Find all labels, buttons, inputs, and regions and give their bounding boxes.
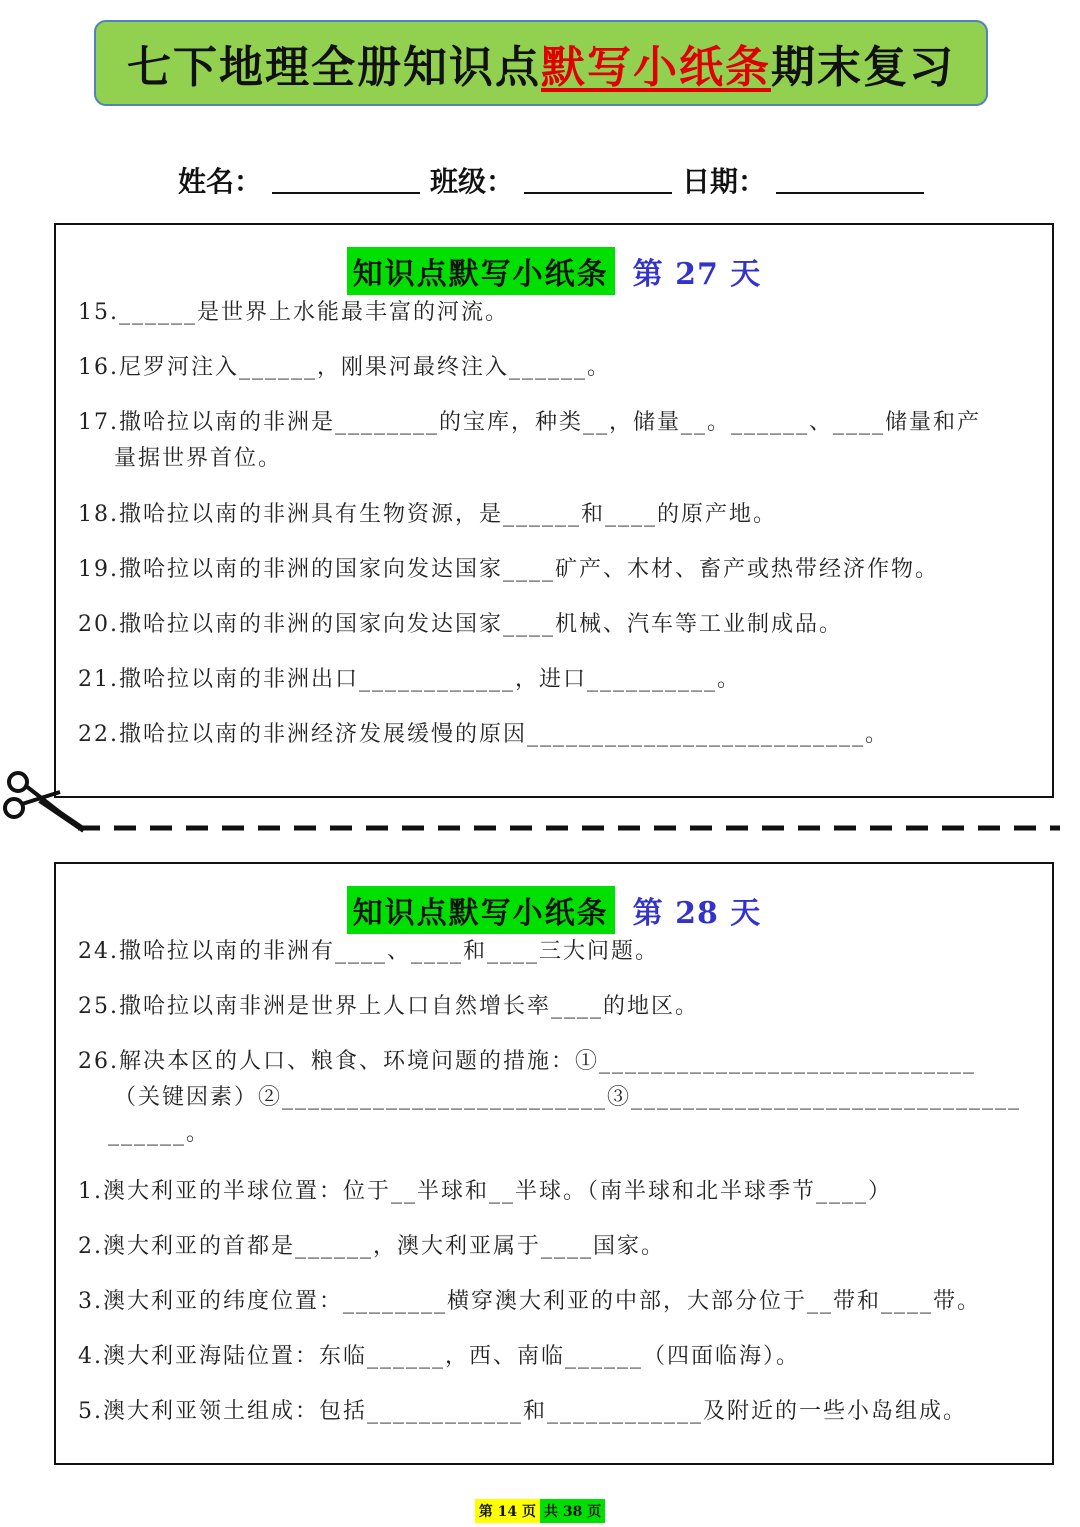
question-17-line2: 量据世界首位。 — [114, 446, 283, 471]
australia-question-5: 5.澳大利亚领土组成：包括____________和____________及附近的一些小岛组成。 — [78, 1399, 967, 1424]
question-18: 18.撒哈拉以南的非洲具有生物资源，是______和____的原产地。 — [78, 502, 777, 527]
question-17-line1: 17.撒哈拉以南的非洲是________的宝库，种类__，储量__。______、____储量和产 — [78, 410, 981, 435]
title-highlight: 默写小纸条 — [541, 42, 771, 93]
question-17 — [78, 405, 1018, 477]
day-27-card — [54, 223, 1054, 798]
question-25: 25.撒哈拉以南非洲是世界上人口自然增长率____的地区。 — [78, 994, 699, 1019]
card-header — [56, 886, 1052, 934]
student-info-row — [178, 150, 938, 200]
question-26 — [78, 1044, 1022, 1152]
scissors-icon — [5, 773, 84, 830]
cut-line — [0, 770, 1080, 850]
page-footer — [0, 1498, 1080, 1524]
question-24: 24.撒哈拉以南的非洲有____、____和____三大问题。 — [78, 939, 659, 964]
date-blank[interactable] — [776, 190, 924, 194]
question-21: 21.撒哈拉以南的非洲出口____________，进口__________。 — [78, 667, 741, 692]
class-blank[interactable] — [524, 190, 672, 194]
name-blank[interactable] — [272, 190, 420, 194]
name-label: 姓名： — [178, 165, 263, 198]
australia-question-3: 3.澳大利亚的纬度位置：________横穿澳大利亚的中部，大部分位于__带和____带。 — [78, 1289, 981, 1314]
page-title — [94, 20, 988, 106]
page-number: 第 14 页 — [475, 1499, 540, 1523]
day-28-card — [54, 862, 1054, 1465]
card-header — [56, 247, 1052, 295]
question-22: 22.撒哈拉以南的非洲经济发展缓慢的原因__________________________。 — [78, 722, 889, 747]
title-part2: 期末复习 — [771, 42, 955, 93]
title-part1: 七下地理全册知识点 — [127, 42, 541, 93]
question-26-line1: 26.解决本区的人口、粮食、环境问题的措施：①_____________________________ — [78, 1049, 976, 1074]
card-tag: 知识点默写小纸条 — [347, 247, 615, 295]
australia-question-4: 4.澳大利亚海陆位置：东临______，西、南临______（四面临海）。 — [78, 1344, 800, 1369]
question-26-line2: （关键因素）②_________________________③______________________________ — [114, 1085, 1022, 1110]
class-label: 班级： — [430, 165, 515, 198]
question-15: 15.______是世界上水能最丰富的河流。 — [78, 300, 509, 325]
day-label: 第 27 天 — [632, 257, 762, 292]
question-26-line3: ______。 — [108, 1121, 211, 1146]
page-total: 共 38 页 — [540, 1499, 605, 1523]
question-19: 19.撒哈拉以南的非洲的国家向发达国家____矿产、木材、畜产或热带经济作物。 — [78, 557, 939, 582]
day-label: 第 28 天 — [632, 896, 762, 931]
question-20: 20.撒哈拉以南的非洲的国家向发达国家____机械、汽车等工业制成品。 — [78, 612, 843, 637]
australia-question-1: 1.澳大利亚的半球位置：位于__半球和__半球。（南半球和北半球季节____） — [78, 1179, 892, 1204]
date-label: 日期： — [682, 165, 767, 198]
question-16: 16.尼罗河注入______，刚果河最终注入______。 — [78, 355, 611, 380]
card-tag: 知识点默写小纸条 — [347, 886, 615, 934]
australia-question-2: 2.澳大利亚的首都是______，澳大利亚属于____国家。 — [78, 1234, 665, 1259]
